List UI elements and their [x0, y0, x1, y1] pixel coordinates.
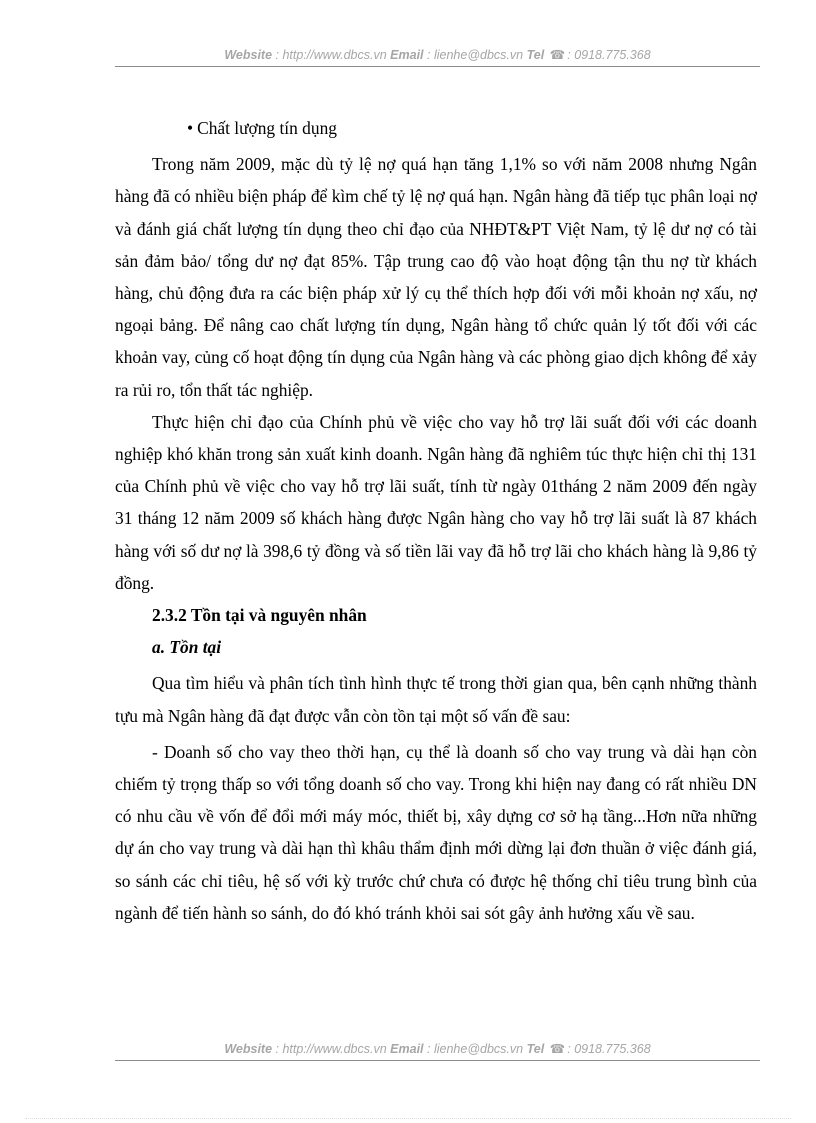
header-tel-value: : 0918.775.368: [567, 48, 651, 62]
bullet-heading-text: Chất lượng tín dụng: [197, 118, 337, 138]
paragraph-interest-support: Thực hiện chỉ đạo của Chính phủ về việc cho vay hỗ trợ lãi suất đối với các doanh nghiệp khó khăn trong sản xuất kinh doanh. Ngân hàng đã nghiêm túc thực hiện chỉ thị 131 của Chính phủ về việc cho vay hỗ trợ lãi suất, tính từ ngày 01tháng 2 năm 2009 đến ngày 31 tháng 12 năm 2009 số khách hàng được Ngân hàng cho vay hỗ trợ lãi suất là 87 khách hàng với số dư nợ là 398,6 tỷ đồng và số tiền lãi vay đã hỗ trợ lãi cho khách hàng là 9,86 tỷ đồng.: [115, 411, 757, 593]
footer-email-link[interactable]: : lienhe@dbcs.vn: [427, 1042, 524, 1056]
header-email-label: Email: [390, 48, 424, 62]
header-tel-label: Tel: [526, 48, 545, 62]
header-website-link[interactable]: : http://www.dbcs.vn: [275, 48, 387, 62]
document-body: [115, 112, 757, 929]
header-website-label: Website: [224, 48, 273, 62]
paragraph-intro-issues: Qua tìm hiểu và phân tích tình hình thực tế trong thời gian qua, bên cạnh những thành tựu mà Ngân hàng đã đạt được vẫn còn tồn tại một số vấn đề sau:: [115, 673, 757, 726]
footer-website-label: Website: [224, 1042, 273, 1056]
bullet-heading: [187, 112, 757, 144]
footer-tel-label: Tel: [526, 1042, 545, 1056]
bullet-icon: •: [187, 118, 194, 138]
page-header: [115, 47, 760, 67]
header-email-link[interactable]: : lienhe@dbcs.vn: [427, 48, 524, 62]
phone-icon: ☎: [549, 1042, 566, 1056]
paragraph-loan-term-issue: - Doanh số cho vay theo thời hạn, cụ thể là doanh số cho vay trung và dài hạn còn chiếm tỷ trọng thấp so với tổng doanh số cho vay. Trong khi hiện nay đang có rất nhiều DN có nhu cầu về vốn để đổi mới máy móc, thiết bị, xây dựng cơ sở hạ tầng...Hơn nữa những dự án cho vay trung và dài hạn thì khâu thẩm định mới dừng lại đơn thuần ở việc đánh giá, so sánh các chỉ tiêu, hệ số với kỳ trước chứ chưa có được hệ thống chỉ tiêu trung bình của ngành để tiến hành so sánh, do đó khó tránh khỏi sai sót gây ảnh hưởng xấu về sau.: [115, 741, 757, 923]
footer-website-link[interactable]: : http://www.dbcs.vn: [275, 1042, 387, 1056]
footer-tel-value: : 0918.775.368: [567, 1042, 651, 1056]
section-heading: 2.3.2 Tồn tại và nguyên nhân: [152, 605, 367, 626]
footer-email-label: Email: [390, 1042, 424, 1056]
phone-icon: ☎: [549, 48, 566, 62]
paragraph-credit-quality: Trong năm 2009, mặc dù tỷ lệ nợ quá hạn tăng 1,1% so với năm 2008 nhưng Ngân hàng đã có nhiều biện pháp để kìm chế tỷ lệ nợ quá hạn. Ngân hàng đã tiếp tục phân loại nợ và đánh giá chất lượng tín dụng theo chỉ đạo của NHĐT&PT Việt Nam, tỷ lệ dư nợ có tài sản đảm bảo/ tổng dư nợ đạt 85%. Tập trung cao độ vào hoạt động tận thu nợ từ khách hàng, chủ động đưa ra các biện pháp xử lý cụ thể thích hợp đối với mỗi khoản nợ xấu, nợ ngoại bảng. Để nâng cao chất lượng tín dụng, Ngân hàng tổ chức quản lý tốt đối với các khoản vay, củng cố hoạt động tín dụng của Ngân hàng và các phòng giao dịch không để xảy ra rủi ro, tổn thất tác nghiệp.: [115, 154, 757, 400]
page-bottom-divider: [25, 1118, 791, 1119]
subsection-heading: a. Tồn tại: [152, 637, 222, 658]
page-footer: [115, 1041, 760, 1061]
